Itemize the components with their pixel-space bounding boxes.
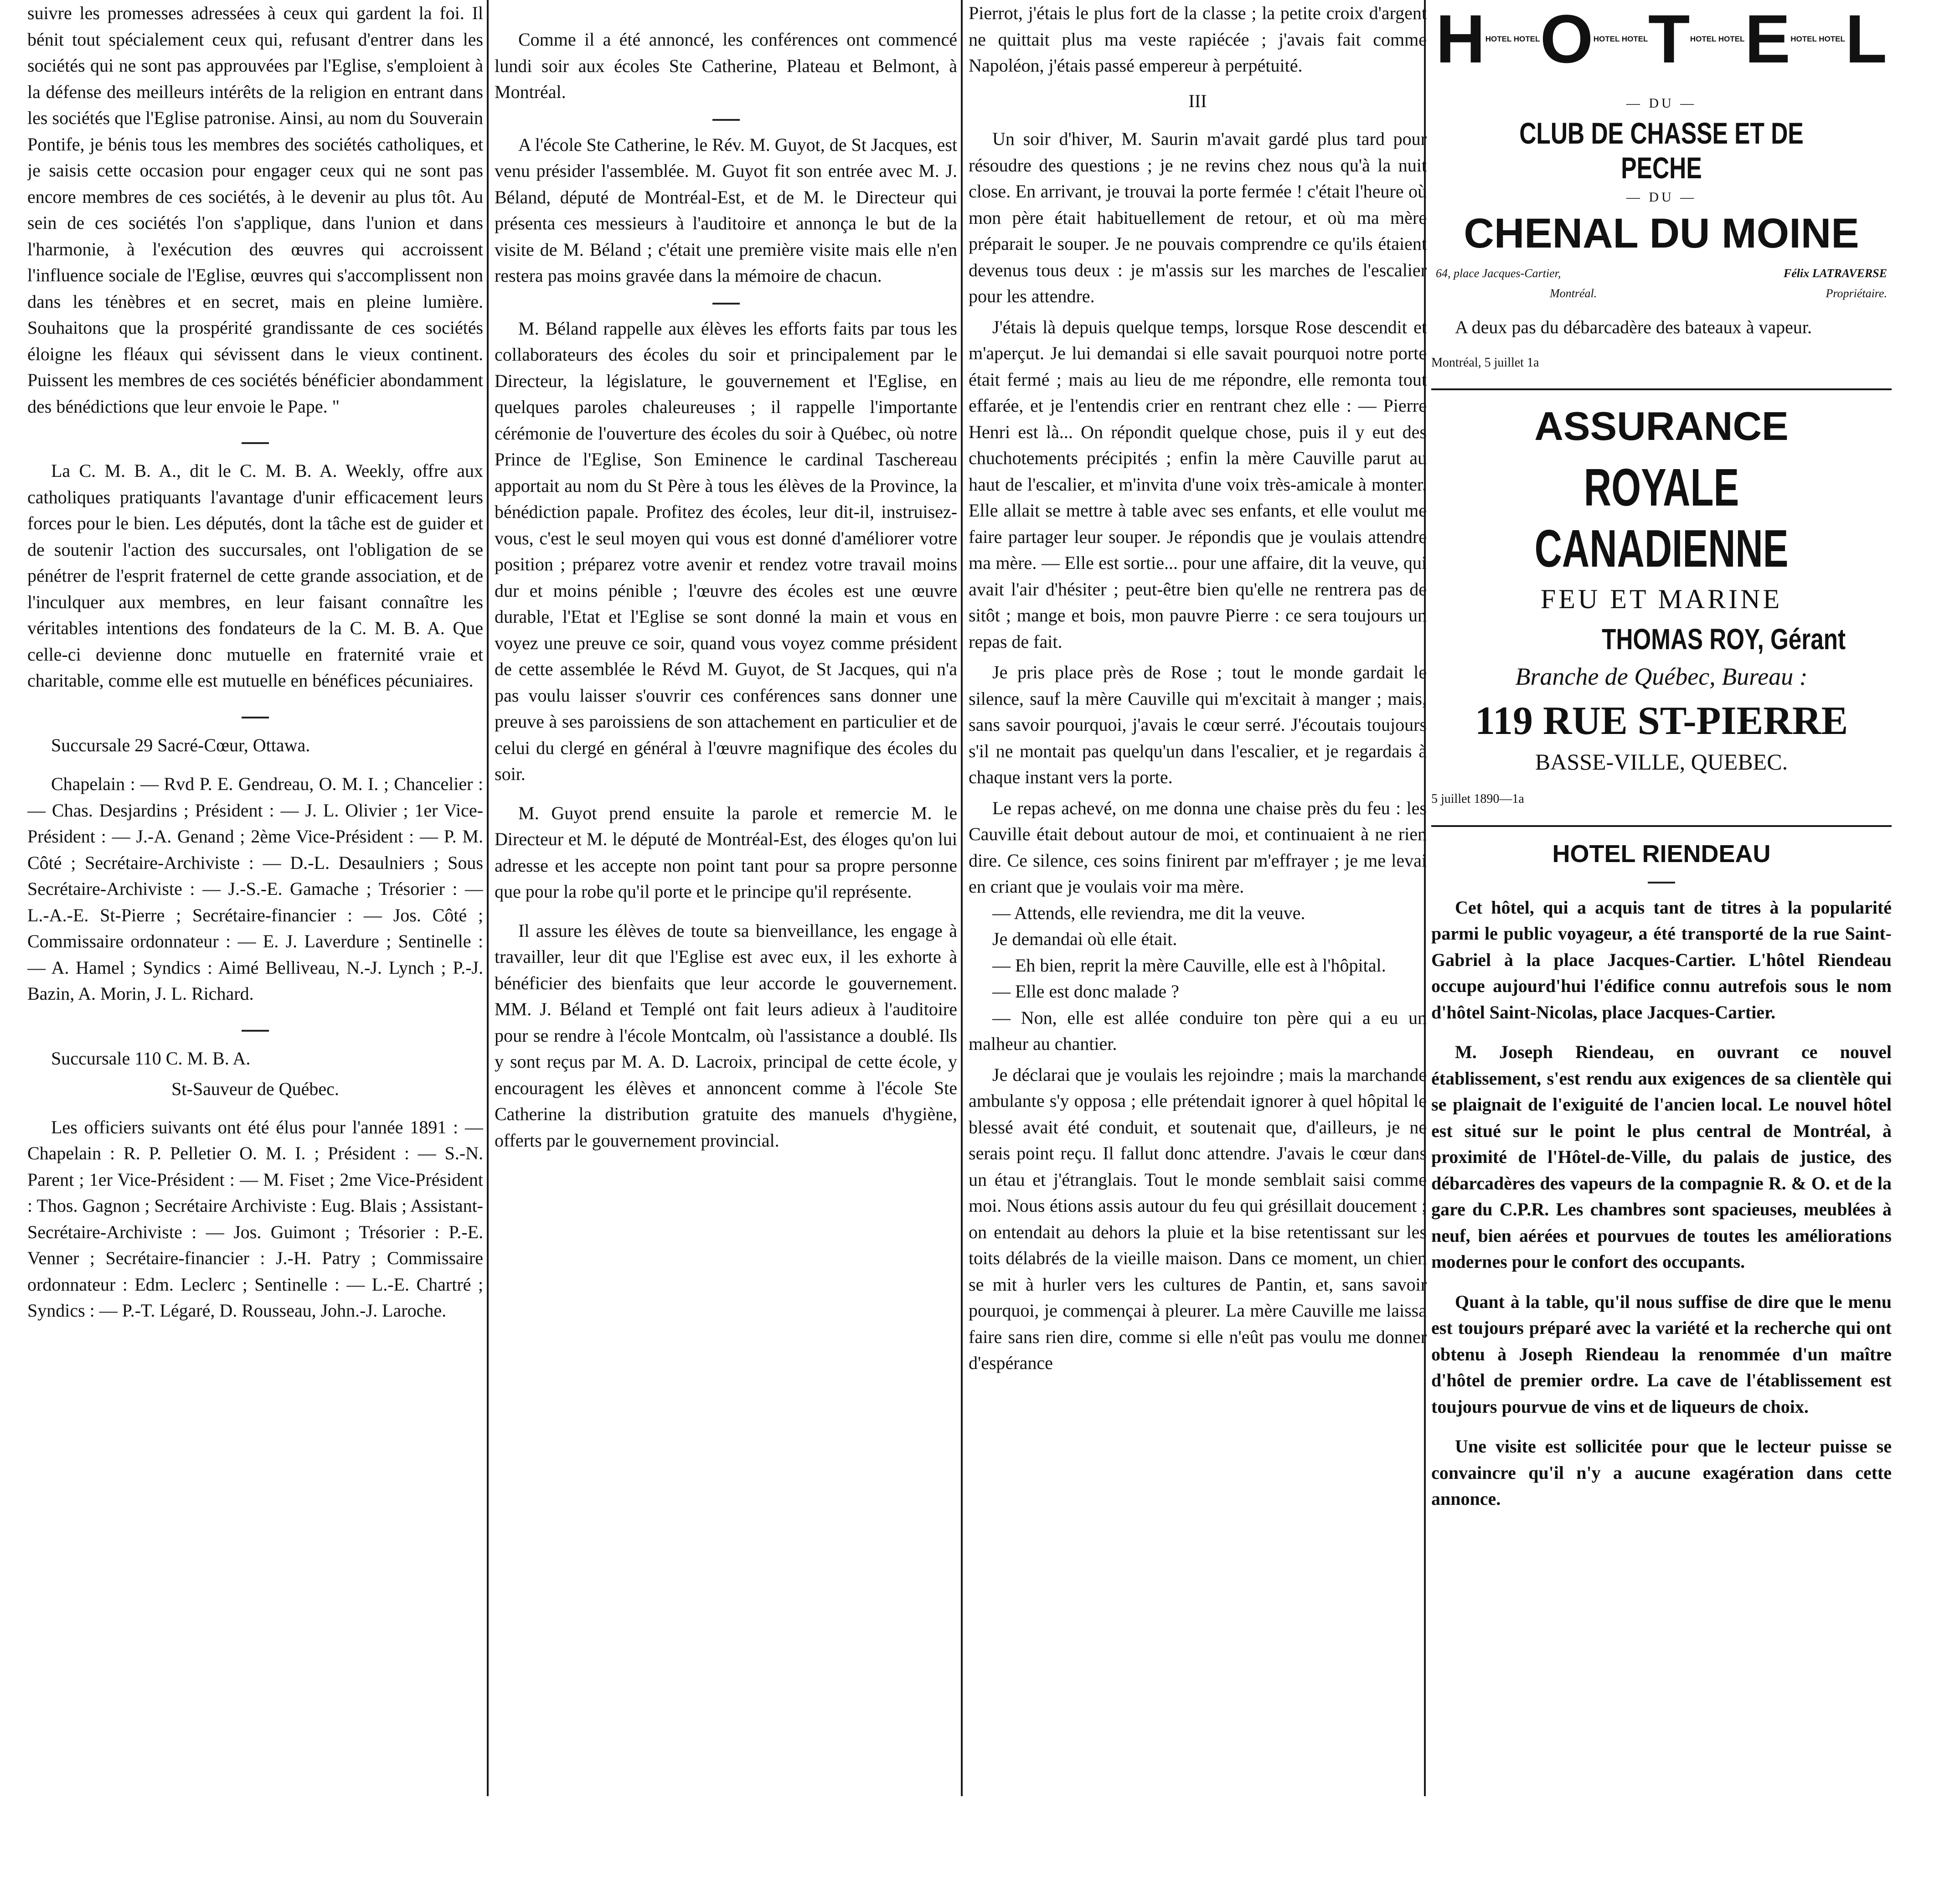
column-rule [487, 0, 489, 1796]
separator [1648, 882, 1675, 883]
article-paragraph: Le repas achevé, on me donna une chaise près du feu : les Cauville était debout autour de moi, et continuaient à ne rien dire. Ce silence, ces soins finirent par m'effrayer ; je me levai en criant que je voulais voir ma mère. [969, 797, 1427, 897]
proprietor-label: Propriétaire. [1826, 287, 1887, 300]
ad-city-row [1431, 287, 1892, 300]
hotel-tiny-text: HOTEL HOTEL [1690, 34, 1745, 43]
ad-connector: — DU — [1626, 190, 1697, 205]
ad-connector: — DU — [1626, 96, 1697, 111]
article-paragraph: La C. M. B. A., dit le C. M. B. A. Weekly, offre aux catholiques pratiquants l'avantage d'unir efficacement leurs forces pour le bien. Les députés, dont la tâche est de guider et de soutenir l'action des succursales, ont l'obligation de se pénétrer de l'esprit fraternel de cette grande association, et de l'inculquer aux membres, en leur faisant connaître les véritables intentions des fondateurs de la C. M. B. A. Que celle-ci devienne donc mutuelle en fraternité vraie et charitable, comme elle est mutuelle en bénéfices pécuniaires. [27, 460, 483, 691]
ad-divider [1431, 825, 1892, 827]
dialogue-line: — Non, elle est allée conduire ton père qui a eu un malheur au chantier. [969, 1007, 1427, 1054]
ad-note: A deux pas du débarcadère des bateaux à vapeur. [1455, 317, 1812, 337]
article-paragraph: Je pris place près de Rose ; tout le monde gardait le silence, sauf la mère Cauville qui m'excitait à manger ; mais, sans savoir pourquoi, j'avais le cœur serré. J'écoutais toujours s'il ne montait pas quelqu'un dans l'escalier, et je regardais à chaque instant vers la porte. [969, 662, 1427, 787]
article-paragraph: Je déclarai que je voulais les rejoindre ; mais la marchande ambulante s'y opposa ; elle prétendait ignorer à quel hôpital le blessé avait été conduit, et soutenait que, d'ailleurs, je ne serais point reçu. Il fallut donc attendre. J'avais le cœur dans un étau et j'étranglais. Tout le monde semblait saisi comme moi. Nous étions assis autour du feu qui grésillait doucement ; on entendait au dehors la pluie et la bise retentissant sur les toits délabrés de la vieille maison. Dans ce moment, un chien se mit à hurler vers les cultures de Pantin, et, sans savoir pourquoi, je commençai à pleurer. La mère Cauville me laissa faire sans rien dire, comme si elle n'eût pas voulu me donner d'espérance [969, 1064, 1427, 1373]
ad-paragraph: Une visite est sollicitée pour que le lecteur puisse se convaincre qu'il n'y a aucune exagération dans cette annonce. [1431, 1436, 1892, 1509]
hotel-banner [1431, 0, 1892, 77]
article-paragraph: Pierrot, j'étais le plus fort de la classe ; la petite croix d'argent ne quittait plus ma veste rapiécée ; j'avais fait comme Napoléon, j'étais passé empereur à perpétuité. [969, 3, 1427, 76]
column-rule [961, 0, 963, 1796]
ad-date: 5 juillet 1890—1a [1431, 792, 1524, 806]
basse-ville: BASSE-VILLE, QUEBEC. [1535, 749, 1788, 775]
ad-hotel-club [1431, 0, 1892, 376]
ad-divider [1431, 388, 1892, 390]
dialogue-line: — Attends, elle reviendra, me dit la veuve. [992, 902, 1305, 923]
chapter-number: III [1188, 90, 1207, 111]
article-paragraph: A l'école Ste Catherine, le Rév. M. Guyot, de St Jacques, est venu présider l'assemblée. M. Guyot fit son entrée avec M. J. Béland, député de Montréal-Est, et de M. le Directeur qui présenta ces messieurs à l'auditoire et annonça le but de la visite de M. Béland ; c'était une première visite mais elle n'en restera pas moins gravée dans la mémoire de chacun. [495, 134, 957, 286]
section-heading: Succursale 29 Sacré-Cœur, Ottawa. [51, 734, 310, 755]
column-4-ads [1431, 0, 1892, 1512]
ad-paragraph: Quant à la table, qu'il nous suffise de dire que le menu est toujours préparé avec la variété et la recherche qui ont obtenu à Joseph Riendeau la renommée d'un maître d'hôtel de premier ordre. La cave de l'établissement est toujours pourvue de vins et de liqueurs de choix. [1431, 1291, 1892, 1417]
article-paragraph: Il assure les élèves de toute sa bienveillance, les engage à travailler, leur dit que l'Eglise est avec eux, il les exhorte à bénéficier des bienfaits que leur accorde le gouvernement. MM. J. Béland et Templé ont fait leurs adieux à l'auditoire pour se rendre à l'école Montcalm, où l'assistance a doublé. Ils y sont reçus par M. A. D. Lacroix, principal de cette école, y encouragent les élèves et annoncent comme à l'école Ste Catherine la distribution gratuite des manuels d'hygiène, offerts par le gouvernement provincial. [495, 920, 957, 1151]
column-1 [27, 0, 483, 1324]
ad-paragraph: M. Joseph Riendeau, en ouvrant ce nouvel établissement, s'est rendu aux exigences de sa clientèle qui se plaignait de l'exiguité de l'ancien local. Le nouvel hôtel est situé sur le point le plus central de Montréal, à proximité de l'Hôtel-de-Ville, du palais de justice, des débarcadères des vapeurs de la compagnie R. & O. et de la gare du C.P.R. Les chambres sont spacieuses, meublées à neuf, bien aérées et pourvues de toutes les améliorations modernes pour le confort des occupants. [1431, 1042, 1892, 1272]
article-paragraph: Chapelain : — Rvd P. E. Gendreau, O. M. I. ; Chancelier : — Chas. Desjardins ; Président : — J. L. Olivier ; 1er Vice-Président : — J.-A. Genand ; 2ème Vice-Président : — P. M. Côté ; Secrétaire-Archiviste : — D.-L. Desaulniers ; Sous Secrétaire-Archiviste : — J.-S.-E. Gamache ; Trésorier : — L.-A.-E. St-Pierre ; Secrétaire-financier : — Jos. Côté ; Commissaire ordonnateur : — E. J. Laverdure ; Sentinelle : — A. Hamel ; Syndics : Aimé Belliveau, N.-J. Lynch ; P.-J. Bazin, A. Morin, J. L. Richard. [27, 774, 483, 1004]
separator [242, 1030, 269, 1032]
hotel-tiny-text: HOTEL HOTEL [1593, 34, 1648, 43]
separator [712, 303, 740, 305]
separator [242, 442, 269, 444]
column-3 [969, 0, 1427, 1376]
chenal-title: CHENAL DU MOINE [1464, 210, 1859, 257]
ad-address-row [1431, 267, 1892, 280]
article-paragraph: M. Guyot prend ensuite la parole et remercie M. le Directeur et M. le député de Montréal-Est, des éloges qu'on lui adresse et les accepte non point tant pour sa propre personne que pour la robe qu'il porte et le principe qu'il représente. [495, 802, 957, 902]
dialogue-line: — Eh bien, reprit la mère Cauville, elle est à l'hôpital. [992, 955, 1386, 976]
hotel-tiny-text: HOTEL HOTEL [1790, 34, 1845, 43]
hotel-letter: T [1648, 0, 1690, 77]
branch-line: Branche de Québec, Bureau : [1515, 663, 1808, 690]
article-paragraph: M. Béland rappelle aux élèves les efforts faits par tous les collaborateurs des écoles du soir et principalement par le Directeur, la législature, le gouvernement et l'Eglise, en quelques paroles chaleureuses ; il rappelle l'importante cérémonie de l'ouverture des écoles du soir à Québec, où notre Prince de l'Eglise, Son Eminence le cardinal Taschereau apportait au nom du St Père à tous les élèves de la Province, la bénédiction papale. Profitez des écoles, leur dit-il, instruisez-vous, c'est le seul moyen qui vous est donné d'améliorer votre position ; préparez votre avenir et rendez votre travail moins dur et moins pénible ; l'œuvre des écoles est une œuvre durable, l'Etat et l'Eglise se sont donné la main et vous en voyez une preuve ce soir, quand vous voyez comme président de cette assemblée le Révd M. Guyot, de St Jacques, qui n'a pas voulu laisser s'ouvrir ces conférences sans donner une preuve à ses paroissiens de son attachement en particulier et de celui du clergé en général à l'œuvre magnifique des écoles du soir. [495, 318, 957, 784]
assurance-title: ASSURANCE [1534, 403, 1789, 449]
article-paragraph: Un soir d'hiver, M. Saurin m'avait gardé plus tard pour résoudre des questions ; je ne revins chez nous qu'à la nuit close. En arrivant, je trouvai la porte fermée ! c'était l'heure où mon père était habituellement de retour, et où ma mère préparait le souper. Je ne pouvais comprendre ce qu'ils étaient devenus tous deux : je m'assis sur les marches de l'escalier pour les attendre. [969, 129, 1427, 306]
manager-name: THOMAS ROY, Gérant [1602, 623, 1846, 656]
hotel-tiny-text: HOTEL HOTEL [1485, 34, 1540, 43]
section-subheading: St-Sauveur de Québec. [171, 1079, 339, 1099]
separator [242, 717, 269, 718]
ad-paragraph: Cet hôtel, qui a acquis tant de titres à la popularité parmi le public voyageur, a été transporté de la rue Saint-Gabriel à la place Jacques-Cartier. L'hôtel Riendeau occupe aujourd'hui l'édifice connu autrefois sous le nom d'hôtel Saint-Nicolas, place Jacques-Cartier. [1431, 897, 1892, 1023]
section-heading: Succursale 110 C. M. B. A. [51, 1048, 251, 1069]
article-paragraph: Les officiers suivants ont été élus pour l'année 1891 : — Chapelain : R. P. Pelletier O. M. I. ; Président : — S.-N. Parent ; 1er Vice-Président : — M. Fiset ; 2me Vice-Président : Thos. Gagnon ; Secrétaire Archiviste : Eug. Blais ; Assistant-Secrétaire-Archiviste : — Jos. Guimont ; Trésorier : P.-E. Venner ; Secrétaire-financier : J.-H. Patry ; Commissaire ordonnateur : Edm. Leclerc ; Sentinelle : — L.-E. Chartré ; Syndics : — P.-T. Légaré, D. Rousseau, John.-J. Laroche. [27, 1116, 483, 1321]
club-title: CLUB DE CHASSE ET DE PECHE [1519, 116, 1804, 185]
separator [712, 119, 740, 121]
article-paragraph: Comme il a été annoncé, les conférences ont commencé lundi soir aux écoles Ste Catherine, Plateau et Belmont, à Montréal. [495, 29, 957, 102]
hotel-letter: L [1845, 0, 1887, 77]
hotel-letter: H [1436, 0, 1485, 77]
article-paragraph: J'étais là depuis quelque temps, lorsque Rose descendit et m'aperçut. Je lui demandai si elle savait pourquoi notre porte était fermé ; mais au lieu de me répondre, elle remonta tout effarée, et je l'entendis crier en rentrant chez elle : — Pierre Henri est là... On répondit quelque chose, puis il y eut des chuchotements précipités ; enfin la mère Cauville parut au haut de l'escalier, et m'invita d'une voix très-amicale à monter. Elle allait se mettre à table avec ses enfants, et elle voulut me faire partager leur souper. Je répondis que je voulais attendre ma mère. — Elle est sortie... pour une affaire, dit la veuve, qui avait l'air d'hésiter ; peut-être bien qu'elle ne rentrera pas de sitôt ; mange et bois, mon pauvre Pierre : ce sera toujours un repas de fait. [969, 316, 1427, 652]
ad-assurance [1431, 403, 1892, 812]
column-2 [495, 0, 957, 1153]
hotel-letter: O [1540, 0, 1594, 77]
address-big: 119 RUE ST-PIERRE [1475, 699, 1848, 743]
royale-title: ROYALE CANADIENNE [1534, 458, 1789, 578]
dialogue-line: Je demandai où elle était. [992, 929, 1177, 949]
feu-marine: FEU ET MARINE [1540, 584, 1783, 614]
hotel-letter: E [1744, 0, 1790, 77]
dialogue-line: — Elle est donc malade ? [992, 981, 1179, 1002]
article-paragraph: suivre les promesses adressées à ceux qui gardent la foi. Il bénit tout spécialement ceux qui, refusant d'entrer dans les sociétés qui ne sont pas approuvées par l'Eglise, s'emploient à la défense des meilleurs intérêts de la religion en entrant dans les sociétés que l'Eglise patronise. Ainsi, au nom du Souverain Pontife, je bénis tous les membres des sociétés catholiques, et je saisis cette occasion pour engager ceux qui ne sont pas encore membres de ces sociétés, à le devenir au plus tôt. Au sein de ces sociétés l'on s'applique, dans l'union et dans l'harmonie, à l'exécution des œuvres qui accroissent l'influence sociale de l'Eglise, œuvres qui s'accomplissent non dans les ténèbres et en secret, mais en pleine lumière. Souhaitons que la prospérité grandissante de ces sociétés éloigne les fléaux qui sévissent dans le vieux continent. Puissent les membres de ces sociétés bénéficier abondamment des bénédictions que leur envoie le Pape. " [27, 3, 483, 417]
riendeau-title: HOTEL RIENDEAU [1552, 840, 1771, 868]
proprietor-name: Félix LATRAVERSE [1783, 267, 1887, 280]
address: 64, place Jacques-Cartier, [1436, 267, 1561, 280]
ad-date: Montréal, 5 juillet 1a [1431, 355, 1539, 370]
ad-hotel-riendeau [1431, 840, 1892, 1512]
city: Montréal. [1550, 287, 1597, 300]
